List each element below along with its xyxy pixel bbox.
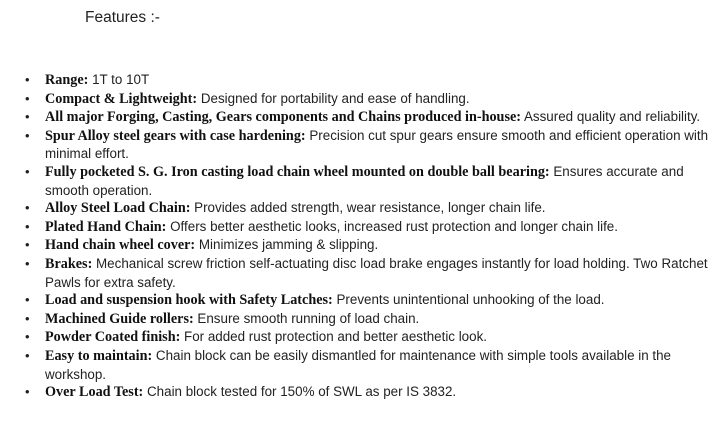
bullet-icon: • (25, 127, 30, 143)
feature-label: Range: (45, 72, 89, 88)
feature-label: Spur Alloy steel gears with case hardening: (45, 127, 306, 144)
bullet-icon: • (25, 310, 30, 326)
feature-item-compact (0, 90, 717, 109)
bullet-icon: • (25, 237, 30, 253)
feature-item-spur-gears (0, 127, 717, 163)
bullet-icon: • (25, 384, 30, 400)
feature-label: Hand chain wheel cover: (45, 237, 196, 254)
feature-item-load-chain (0, 199, 717, 218)
feature-text: Minimizes jamming & slipping. (195, 237, 379, 253)
feature-item-range (0, 71, 717, 90)
feature-item-powder-coated (0, 328, 717, 347)
feature-item-guide-rollers (0, 310, 717, 329)
feature-label: Alloy Steel Load Chain: (45, 200, 191, 217)
bullet-icon: • (25, 109, 30, 125)
bullet-icon: • (25, 218, 30, 234)
feature-text: 1T to 10T (88, 72, 150, 87)
feature-text: Chain block can be easily dismantled for maintenance with simple tools available in the workshop. (45, 347, 671, 382)
feature-label: Plated Hand Chain: (45, 218, 167, 235)
feature-label: Powder Coated finish: (45, 329, 181, 346)
feature-label: Easy to maintain: (45, 347, 153, 364)
features-heading: Features :- (85, 9, 160, 26)
feature-label: Compact & Lightweight: (45, 90, 198, 107)
feature-label: Machined Guide rollers: (45, 310, 194, 327)
feature-text: Designed for portability and ease of handling. (197, 90, 470, 106)
feature-label: Over Load Test: (45, 384, 144, 401)
feature-label: All major Forging, Casting, Gears components and Chains produced in-house: (45, 109, 521, 126)
bullet-icon: • (25, 347, 30, 363)
feature-item-overload-test (0, 383, 717, 402)
feature-text: Prevents unintentional unhooking of the load. (332, 292, 605, 308)
feature-text: Precision cut spur gears ensure smooth and efficient operation with minimal effort. (45, 127, 709, 162)
feature-text: Chain block tested for 150% of SWL as per IS 3832. (143, 384, 457, 400)
feature-text: Offers better aesthetic looks, increased rust protection and longer chain life. (166, 218, 618, 234)
feature-label: Fully pocketed S. G. Iron casting load chain wheel mounted on double ball bearing: (45, 163, 550, 180)
feature-text: Mechanical screw friction self-actuating disc load brake engages instantly for load holding. Two Ratchet Pawls for extra safety. (45, 255, 708, 290)
feature-item-brakes (0, 255, 717, 291)
bullet-icon: • (25, 72, 30, 87)
feature-text: Provides added strength, wear resistance, longer chain life. (190, 200, 546, 216)
bullet-icon: • (25, 163, 30, 179)
feature-item-hand-chain (0, 218, 717, 237)
bullet-icon: • (25, 329, 30, 345)
feature-text: Ensure smooth running of load chain. (193, 310, 420, 326)
feature-text: Ensures accurate and smooth operation. (45, 163, 684, 198)
feature-text: For added rust protection and better aesthetic look. (180, 329, 487, 345)
feature-item-hook (0, 291, 717, 310)
feature-label: Load and suspension hook with Safety Latches: (45, 292, 333, 309)
bullet-icon: • (25, 255, 30, 271)
feature-item-maintain (0, 347, 717, 383)
feature-item-in-house (0, 108, 717, 127)
feature-label: Brakes: (45, 255, 93, 272)
feature-text: Assured quality and reliability. (521, 109, 701, 125)
features-list (0, 71, 717, 402)
feature-item-wheel-cover (0, 236, 717, 255)
feature-item-chain-wheel (0, 163, 717, 199)
bullet-icon: • (25, 292, 30, 308)
bullet-icon: • (25, 200, 30, 216)
bullet-icon: • (25, 90, 30, 106)
